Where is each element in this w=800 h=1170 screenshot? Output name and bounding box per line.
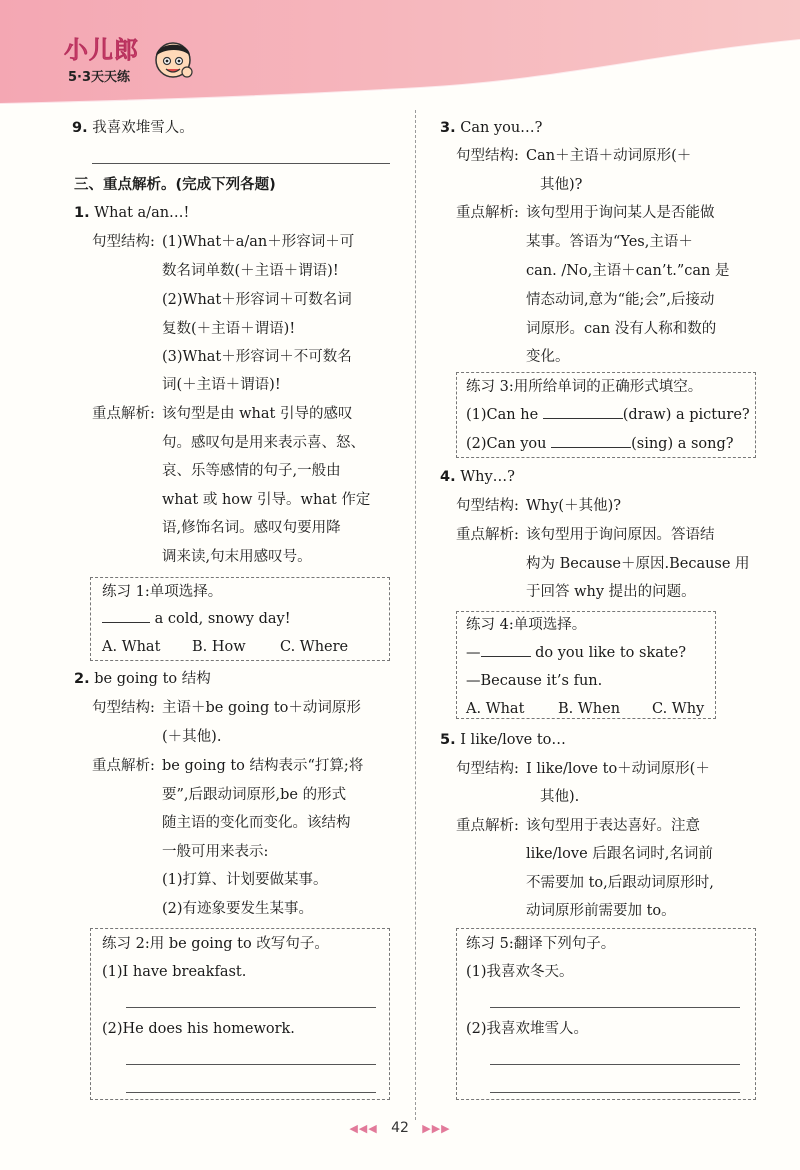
item2-structure-label: 句型结构: (92, 700, 155, 716)
exercise-3-title: 练习 3:用所给单词的正确形式填空。 (466, 379, 703, 395)
item2-structure-line: (＋其他). (162, 729, 222, 745)
section-title: 三、重点解析。(完成下列各题) (74, 177, 276, 193)
item3-structure-line: 其他)? (540, 177, 583, 193)
exercise-4-option-c[interactable]: C. Why (652, 701, 705, 717)
item1-analysis-line: 该句型是由 what 引导的感叹 (162, 406, 353, 422)
exercise-3-blank[interactable] (543, 418, 623, 419)
exercise-3-question-1: (1)Can he (draw) a picture? (466, 407, 750, 423)
item1-analysis-line: 哀、乐等感情的句子,一般由 (162, 463, 341, 479)
item2-analysis-line: 一般可用来表示: (162, 844, 269, 860)
item1-structure-line: 复数(＋主语＋谓语)! (162, 321, 296, 337)
item3-structure-label: 句型结构: (456, 148, 519, 164)
item2-analysis-line: (1)打算、计划要做某事。 (162, 872, 328, 888)
item3-analysis-line: 情态动词,意为“能;会”,后接动 (526, 292, 715, 308)
column-divider (415, 110, 416, 1120)
item1-analysis-label: 重点解析: (92, 406, 155, 422)
exercise-5-answer-line[interactable] (490, 1092, 740, 1093)
exercise-2-answer-line[interactable] (126, 1007, 376, 1008)
exercise-5-answer-line[interactable] (490, 1007, 740, 1008)
exercise-2-question-2: (2)He does his homework. (102, 1021, 295, 1037)
exercise-4-option-b[interactable]: B. When (558, 701, 621, 717)
q9-answer-line[interactable] (92, 163, 390, 164)
item3-analysis-label: 重点解析: (456, 205, 519, 221)
page-number: 42 (391, 1120, 409, 1136)
exercise-1-option-a[interactable]: A. What (102, 639, 161, 655)
item5-analysis-line: like/love 后跟名词时,名词前 (526, 846, 713, 862)
exercise-1-option-c[interactable]: C. Where (280, 639, 349, 655)
exercise-1-option-b[interactable]: B. How (192, 639, 246, 655)
exercise-5-question-1: (1)我喜欢冬天。 (466, 964, 574, 980)
item5-structure-line: I like/love to＋动词原形(＋ (526, 761, 710, 777)
exercise-5-title: 练习 5:翻译下列句子。 (466, 936, 616, 952)
exercise-2-title: 练习 2:用 be going to 改写句子。 (102, 936, 329, 952)
item4-analysis-line: 构为 Because＋原因.Because 用 (526, 556, 750, 572)
left-arrows-icon: ◀◀◀ (349, 1122, 378, 1135)
item2-analysis-line: 要”,后跟动词原形,be 的形式 (162, 787, 347, 803)
exercise-1-title: 练习 1:单项选择。 (102, 584, 223, 600)
logo-subtitle: 5·3天天练 (68, 70, 131, 85)
exercise-4-blank[interactable] (481, 656, 531, 657)
exercise-2-question-1: (1)I have breakfast. (102, 964, 247, 980)
item1-analysis-line: what 或 how 引导。what 作定 (162, 492, 371, 508)
item1-structure-line: (1)What＋a/an＋形容词＋可 (162, 234, 355, 250)
item2-analysis-line: (2)有迹象要发生某事。 (162, 901, 314, 917)
item2-analysis-line: 随主语的变化而变化。该结构 (162, 815, 351, 831)
exercise-4-answer: —Because it’s fun. (466, 673, 603, 689)
item5-analysis-label: 重点解析: (456, 818, 519, 834)
item5-title: 5. I like/love to… (440, 732, 566, 748)
exercise-1-blank[interactable] (102, 622, 150, 623)
item2-analysis-line: be going to 结构表示“打算;将 (162, 758, 364, 774)
item3-analysis-line: 该句型用于询问某人是否能做 (526, 205, 715, 221)
item1-analysis-line: 调来读,句末用感叹号。 (162, 549, 312, 565)
item4-analysis-label: 重点解析: (456, 527, 519, 543)
item2-analysis-label: 重点解析: (92, 758, 155, 774)
item3-title: 3. Can you…? (440, 120, 543, 136)
right-arrows-icon: ▶▶▶ (422, 1122, 451, 1135)
item2-structure-line: 主语＋be going to＋动词原形 (162, 700, 361, 716)
item4-analysis-line: 该句型用于询问原因。答语结 (526, 527, 715, 543)
exercise-1-question: a cold, snowy day! (102, 609, 291, 629)
question-9: 9. 我喜欢堆雪人。 (72, 120, 194, 136)
item2-title: 2. be going to 结构 (74, 671, 211, 687)
item4-structure-line: Why(＋其他)? (526, 498, 622, 514)
item5-analysis-line: 该句型用于表达喜好。注意 (526, 818, 700, 834)
item1-structure-line: (2)What＋形容词＋可数名词 (162, 292, 352, 308)
item4-structure-label: 句型结构: (456, 498, 519, 514)
item3-analysis-line: 某事。答语为“Yes,主语＋ (526, 234, 693, 250)
item1-title: 1. What a/an…! (74, 205, 190, 221)
exercise-4-title: 练习 4:单项选择。 (466, 617, 587, 633)
item3-analysis-line: 变化。 (526, 349, 570, 365)
mascot-boy-icon (150, 34, 196, 90)
item3-analysis-line: can. /No,主语＋can’t.”can 是 (526, 263, 730, 279)
page-footer (0, 1120, 800, 1144)
exercise-3-blank[interactable] (551, 447, 631, 448)
exercise-5-question-2: (2)我喜欢堆雪人。 (466, 1021, 589, 1037)
item5-analysis-line: 不需要加 to,后跟动词原形时, (526, 875, 714, 891)
item5-structure-label: 句型结构: (456, 761, 519, 777)
item4-analysis-line: 于回答 why 提出的问题。 (526, 584, 696, 600)
exercise-2-answer-line[interactable] (126, 1092, 376, 1093)
item3-analysis-line: 词原形。can 没有人称和数的 (526, 321, 717, 337)
item5-analysis-line: 动词原形前需要加 to。 (526, 903, 676, 919)
item1-analysis-line: 语,修饰名词。感叹句要用降 (162, 520, 341, 536)
item1-structure-line: (3)What＋形容词＋不可数名 (162, 349, 352, 365)
logo-title: 小儿郎 (64, 36, 139, 64)
exercise-2-answer-line[interactable] (126, 1064, 376, 1065)
item1-structure-label: 句型结构: (92, 234, 155, 250)
item1-analysis-line: 句。感叹句是用来表示喜、怒、 (162, 435, 365, 451)
item4-title: 4. Why…? (440, 469, 515, 485)
item1-structure-line: 词(＋主语＋谓语)! (162, 377, 281, 393)
item5-structure-line: 其他). (540, 789, 580, 805)
exercise-5-answer-line[interactable] (490, 1064, 740, 1065)
exercise-3-question-2: (2)Can you (sing) a song? (466, 436, 734, 452)
logo (64, 30, 214, 100)
exercise-4-question: — do you like to skate? (466, 645, 687, 661)
item1-structure-line: 数名词单数(＋主语＋谓语)! (162, 263, 339, 279)
exercise-4-option-a[interactable]: A. What (466, 701, 525, 717)
item3-structure-line: Can＋主语＋动词原形(＋ (526, 148, 692, 164)
